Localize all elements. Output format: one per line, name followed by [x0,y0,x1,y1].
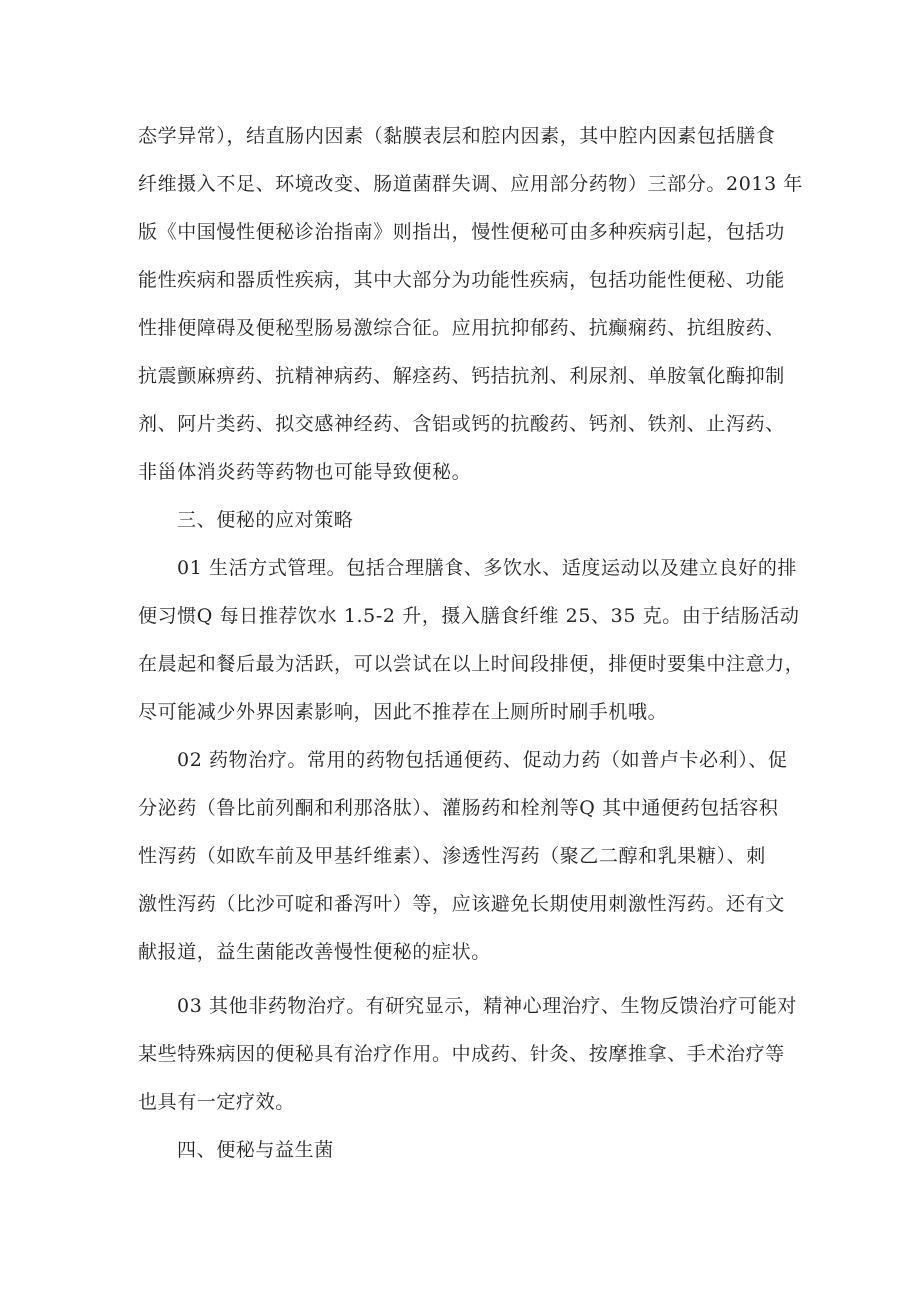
text-line: 便习惯Q 每日推荐饮水 1.5-2 升，摄入膳食纤维 25、35 克。由于结肠活动 [138,605,800,627]
text-line: 01 生活方式管理。包括合理膳食、多饮水、适度运动以及建立良好的排 [177,557,798,579]
text-line: 也具有一定疗效。 [138,1091,295,1113]
text-line: 抗震颤麻痹药、抗精神病药、解痉药、钙拮抗剂、利尿剂、单胺氧化酶抑制 [138,365,785,387]
text-line: 分泌药（鲁比前列酮和利那洛肽）、灌肠药和栓剂等Q 其中通便药包括容积 [138,797,779,819]
text-line: 03 其他非药物治疗。有研究显示，精神心理治疗、生物反馈治疗可能对 [177,995,798,1017]
section-heading: 四、便秘与益生菌 [177,1139,334,1161]
text-line: 纤维摄入不足、环境改变、肠道菌群失调、应用部分药物）三部分。2013 年 [138,173,803,195]
text-line: 02 药物治疗。常用的药物包括通便药、促动力药（如普卢卡必利）、促 [177,749,788,771]
text-line: 在晨起和餐后最为活跃，可以尝试在以上时间段排便，排便时要集中注意力， [138,653,805,675]
text-line: 非甾体消炎药等药物也可能导致便秘。 [138,461,472,483]
text-line: 性泻药（如欧车前及甲基纤维素）、渗透性泻药（聚乙二醇和乳果糖）、刺 [138,845,766,867]
text-line: 态学异常），结直肠内因素（黏膜表层和腔内因素，其中腔内因素包括膳食 [138,125,776,147]
text-line: 能性疾病和器质性疾病，其中大部分为功能性疾病，包括功能性便秘、功能 [138,269,785,291]
section-heading: 三、便秘的应对策略 [177,509,354,531]
text-line: 献报道，益生菌能改善慢性便秘的症状。 [138,941,491,963]
text-line: 激性泻药（比沙可啶和番泻叶）等，应该避免长期使用刺激性泻药。还有文 [138,893,785,915]
text-line: 尽可能减少外界因素影响，因此不推荐在上厕所时刷手机哦。 [138,701,668,723]
text-line: 性排便障碍及便秘型肠易激综合征。应用抗抑郁药、抗癫痫药、抗组胺药、 [138,317,785,339]
text-line: 剂、阿片类药、拟交感神经药、含铝或钙的抗酸药、钙剂、铁剂、止泻药、 [138,413,785,435]
text-line: 版《中国慢性便秘诊治指南》则指出，慢性便秘可由多种疾病引起，包括功 [138,221,785,243]
text-line: 某些特殊病因的便秘具有治疗作用。中成药、针灸、按摩推拿、手术治疗等 [138,1043,785,1065]
